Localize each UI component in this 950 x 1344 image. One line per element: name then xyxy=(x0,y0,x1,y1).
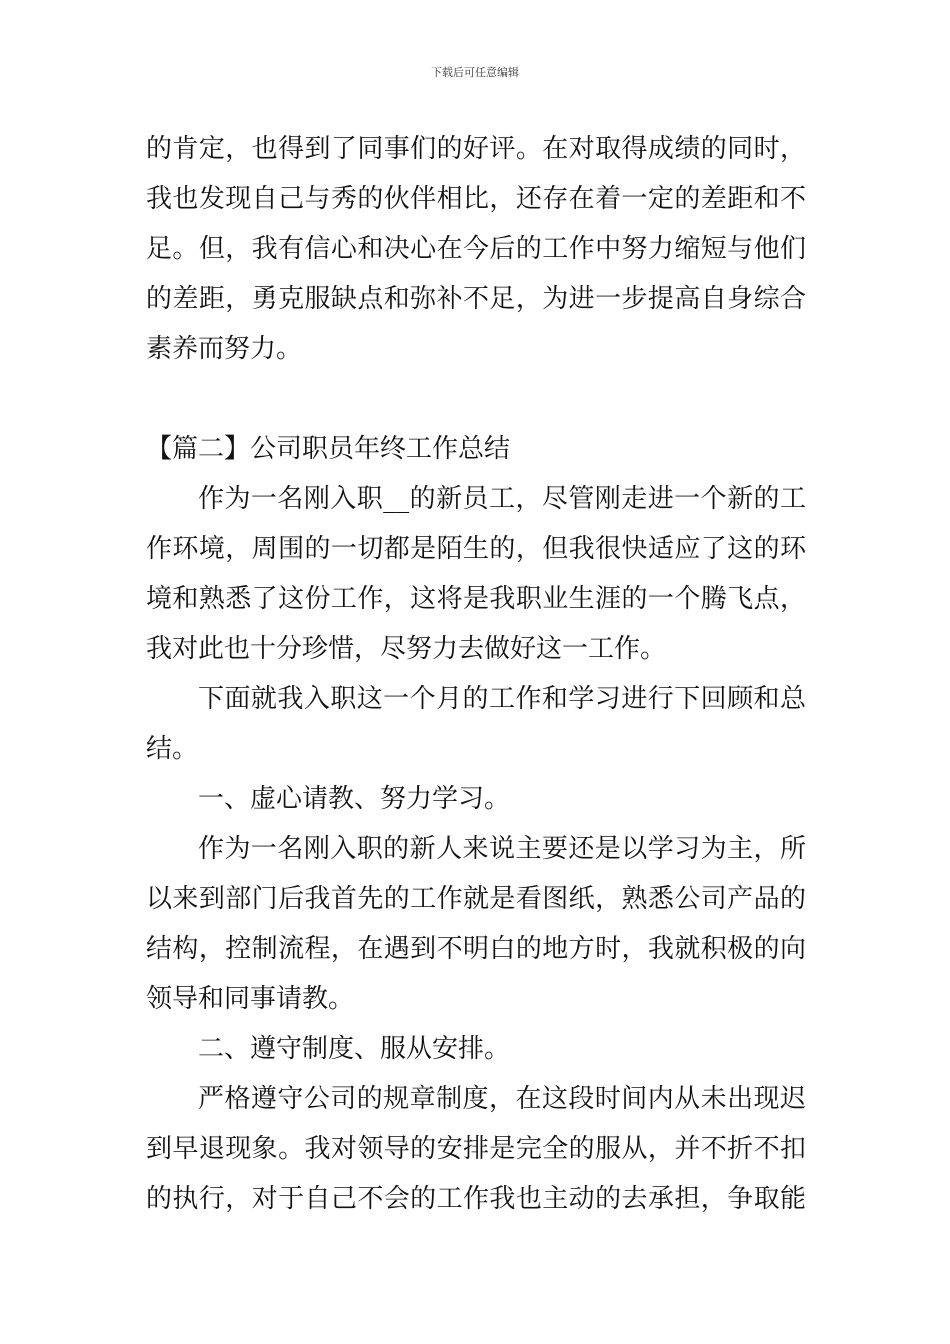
page-header: 下载后可任意编辑 xyxy=(431,66,519,79)
subsection-heading: 一、虚心请教、努力学习。 xyxy=(198,784,511,814)
paragraph-line: 境和熟悉了这份工作，这将是我职业生涯的一个腾飞点， xyxy=(146,584,806,614)
paragraph-line: 作环境，周围的一切都是陌生的，但我很快适应了这的环 xyxy=(146,534,806,564)
section-heading: 【篇二】公司职员年终工作总结 xyxy=(146,434,511,464)
paragraph-line: 结。 xyxy=(146,734,199,764)
paragraph-line: 我也发现自己与秀的伙伴相比，还存在着一定的差距和不 xyxy=(146,184,806,214)
paragraph-line: 下面就我入职这一个月的工作和学习进行下回顾和总 xyxy=(198,684,806,714)
paragraph-line: 以来到部门后我首先的工作就是看图纸，熟悉公司产品的 xyxy=(146,884,806,914)
paragraph-line: 的差距，勇克服缺点和弥补不足，为进一步提高自身综合 xyxy=(146,284,806,314)
paragraph-line: 作为一名刚入职__的新员工，尽管刚走进一个新的工 xyxy=(198,484,806,514)
paragraph-line: 结构，控制流程，在遇到不明白的地方时，我就积极的向 xyxy=(146,934,806,964)
paragraph-line: 我对此也十分珍惜，尽努力去做好这一工作。 xyxy=(146,634,667,664)
paragraph-line: 的执行，对于自己不会的工作我也主动的去承担，争取能 xyxy=(146,1184,806,1214)
paragraph-line: 的肯定，也得到了同事们的好评。在对取得成绩的同时， xyxy=(146,134,806,164)
paragraph-line: 素养而努力。 xyxy=(146,334,303,364)
paragraph-line: 到早退现象。我对领导的安排是完全的服从，并不折不扣 xyxy=(146,1134,806,1164)
paragraph-line: 足。但，我有信心和决心在今后的工作中努力缩短与他们 xyxy=(146,234,806,264)
subsection-heading: 二、遵守制度、服从安排。 xyxy=(198,1034,511,1064)
paragraph-line: 领导和同事请教。 xyxy=(146,984,355,1014)
paragraph-line: 作为一名刚入职的新人来说主要还是以学习为主，所 xyxy=(198,834,806,864)
paragraph-line: 严格遵守公司的规章制度，在这段时间内从未出现迟 xyxy=(198,1084,806,1114)
